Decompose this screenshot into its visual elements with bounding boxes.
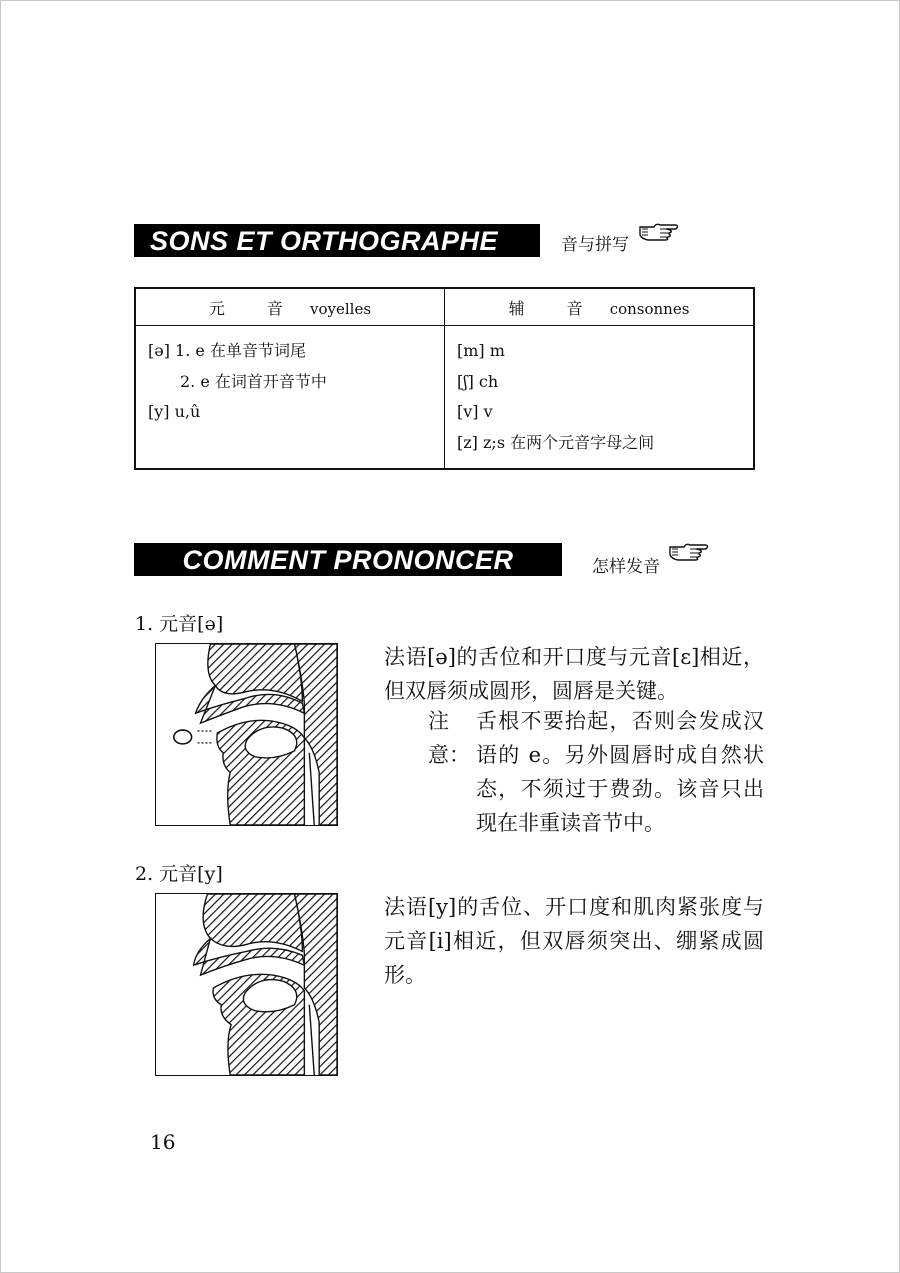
consonant-row: [m] m <box>457 341 505 360</box>
consonant-row: [ʃ] ch <box>457 371 499 391</box>
item-text-y: 法语[y]的舌位、开口度和肌肉紧张度与元音[i]相近，但双唇须突出、绷紧成圆形。 <box>384 895 764 987</box>
item-heading-y: 2. 元音[y] <box>135 863 223 885</box>
mouth-diagram-y <box>155 893 338 1076</box>
section-banner-comment: COMMENT PRONONCER <box>134 543 562 576</box>
vowel-row: [y] u,û <box>148 402 201 421</box>
item-heading-schwa: 1. 元音[ə] <box>135 613 224 635</box>
mouth-diagram-schwa <box>155 643 338 826</box>
section-title-cn: 怎样发音 <box>592 557 660 577</box>
consonant-row: [v] v <box>457 402 493 421</box>
section-title-cn: 音与拼写 <box>561 235 629 255</box>
vowel-row: 2. e 在词首开音节中 <box>180 371 327 391</box>
consonant-row: [z] z;s 在两个元音字母之间 <box>457 432 655 452</box>
note-label: 注意： <box>428 709 470 767</box>
item-text-schwa: 法语[ə]的舌位和开口度与元音[ε]相近，但双唇须成圆形，圆唇是关键。 <box>384 645 764 703</box>
consonants-header: 辅音 consonnes <box>445 288 755 326</box>
vowels-cell <box>135 326 445 470</box>
consonants-cell <box>445 326 755 470</box>
vowel-row: [ə] 1. e 在单音节词尾 <box>148 341 306 360</box>
pointing-hand-icon <box>668 540 710 562</box>
section-banner-sons: SONS ET ORTHOGRAPHE <box>134 224 540 257</box>
pointing-hand-icon <box>638 220 680 242</box>
item-note-schwa: 舌根不要抬起，否则会发成汉语的 e。另外圆唇时成自然状态，不须过于费劲。该音只出现在非重读音节中。 <box>476 709 764 835</box>
vowels-header: 元音 voyelles <box>135 288 445 326</box>
sounds-table <box>134 287 755 470</box>
page-number: 16 <box>150 1130 176 1154</box>
